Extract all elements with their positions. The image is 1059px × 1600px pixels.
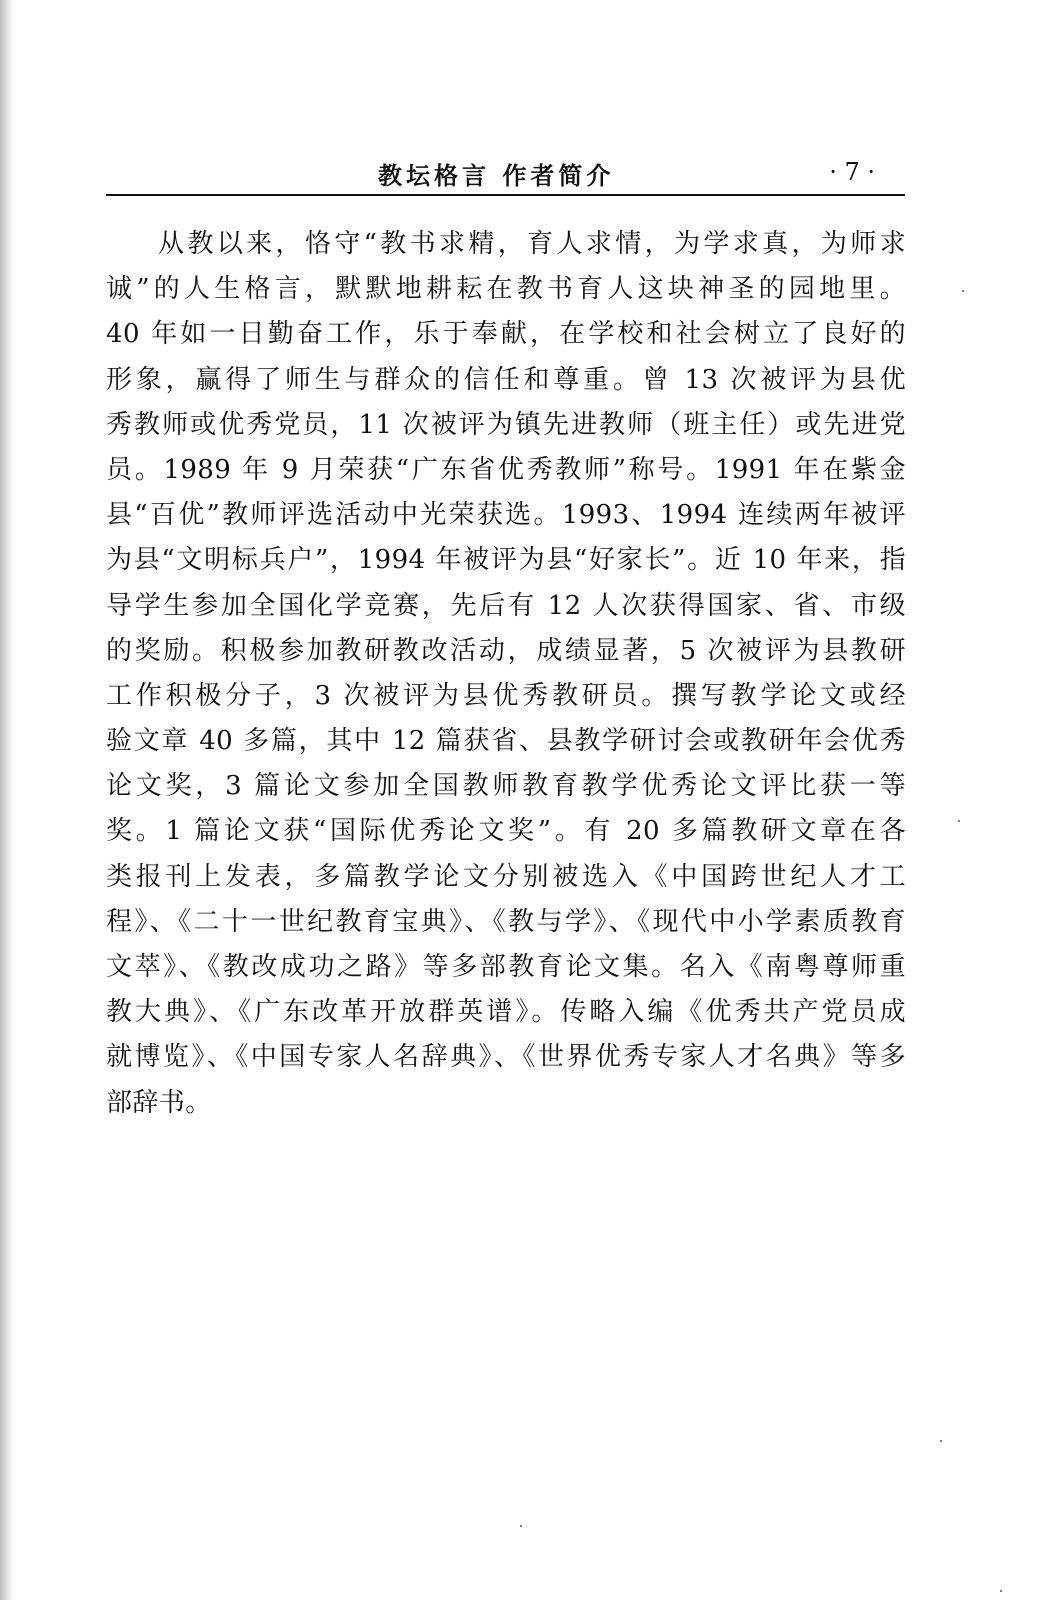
text-line: 奖。1 篇论文获“国际优秀论文奖”。有 20 多篇教研文章在各 (106, 816, 906, 847)
running-header (106, 152, 905, 196)
text-line: 验文章 40 多篇，其中 12 篇获省、县教学研讨会或教研年会优秀 (106, 726, 906, 757)
running-title: 教坛格言 作者简介 (378, 161, 615, 190)
text-line: 就博览》、《中国专家人名辞典》、《世界优秀专家人才名典》等多 (106, 1042, 906, 1073)
text-line: 诚”的人生格言，默默地耕耘在教书育人这块神圣的园地里。 (106, 274, 906, 305)
text-line: 导学生参加全国化学竞赛，先后有 12 人次获得国家、省、市级 (106, 590, 906, 621)
scan-speck (940, 1440, 942, 1442)
scan-edge-shadow (0, 0, 14, 1600)
scan-speck (962, 290, 964, 292)
text-line: 部辞书。 (106, 1087, 212, 1118)
text-line: 员。1989 年 9 月荣获“广东省优秀教师”称号。1991 年在紫金 (106, 454, 906, 485)
text-line: 文萃》、《教改成功之路》等多部教育论文集。名入《南粤尊师重 (106, 952, 906, 982)
text-line: 秀教师或优秀党员，11 次被评为镇先进教师（班主任）或先进党 (106, 409, 906, 440)
scan-speck (1000, 1590, 1002, 1592)
text-line: 论文奖，3 篇论文参加全国教师教育教学优秀论文评比获一等 (106, 771, 906, 802)
text-line: 类报刊上发表，多篇教学论文分别被选入《中国跨世纪人才工 (106, 861, 906, 892)
text-line: 程》、《二十一世纪教育宝典》、《教与学》、《现代中小学素质教育 (106, 906, 906, 937)
text-line: 的奖励。积极参加教研教改活动，成绩显著，5 次被评为县教研 (106, 635, 906, 666)
text-line: 县“百优”教师评选活动中光荣获选。1993、1994 连续两年被评 (106, 500, 906, 531)
text-line: 教大典》、《广东改革开放群英谱》。传略入编《优秀共产党员成 (106, 997, 906, 1028)
text-line: 40 年如一日勤奋工作，乐于奉献，在学校和社会树立了良好的 (106, 319, 906, 350)
text-line: 为县“文明标兵户”，1994 年被评为县“好家长”。近 10 年来，指 (106, 545, 906, 576)
scan-speck (520, 1525, 522, 1527)
page-number: · 7 · (829, 158, 875, 186)
scan-speck (958, 820, 960, 822)
text-line: 形象，赢得了师生与群众的信任和尊重。曾 13 次被评为县优 (106, 364, 906, 395)
text-line: 工作积极分子，3 次被评为县优秀教研员。撰写教学论文或经 (106, 680, 906, 711)
body-text (106, 222, 906, 1126)
text-line: 从教以来，恪守“教书求精，育人求情，为学求真，为师求 (158, 229, 906, 259)
